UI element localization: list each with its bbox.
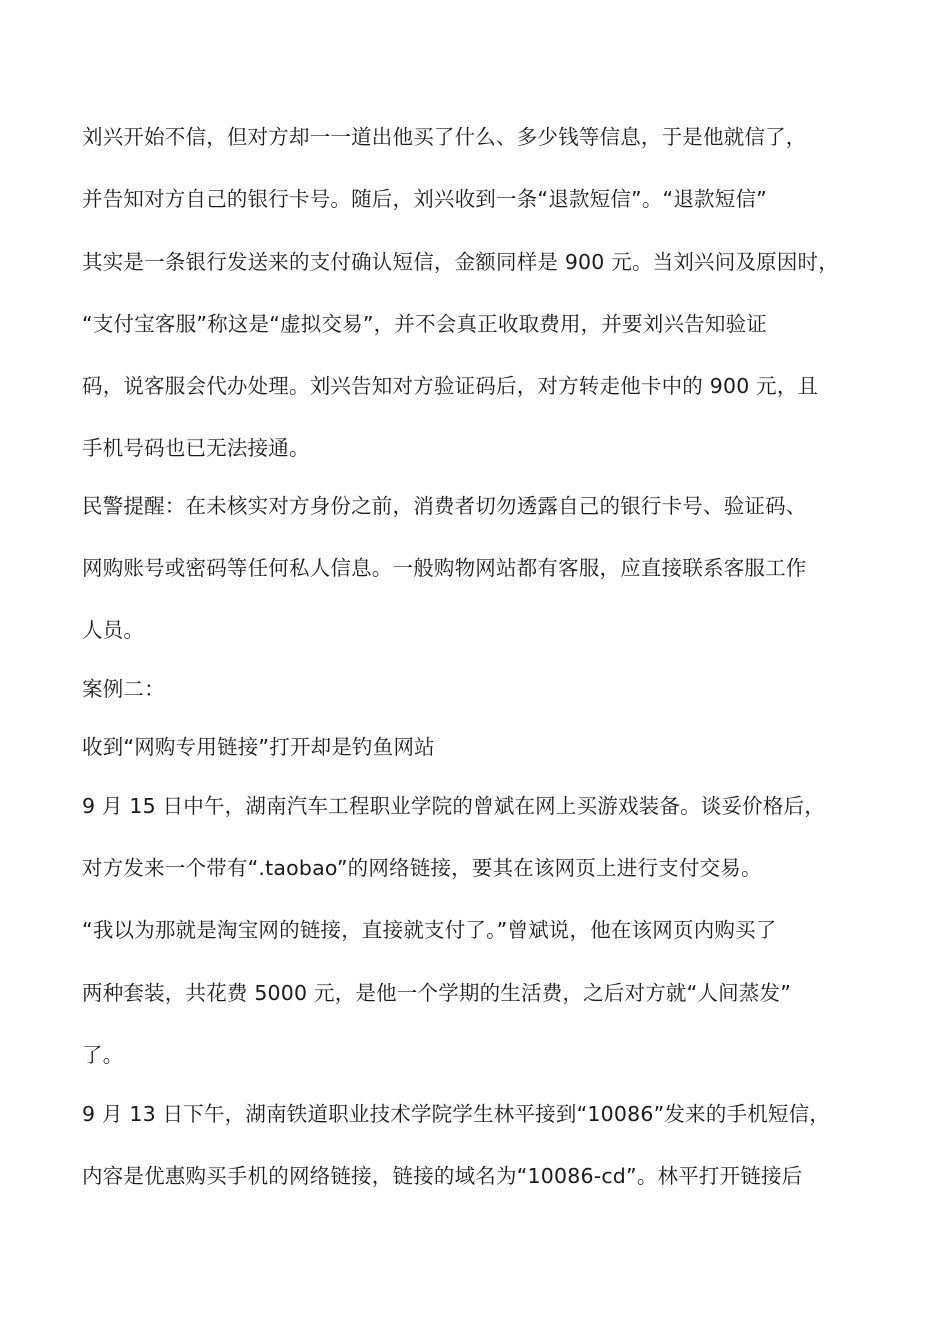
text-line: “我以为那就是淘宝网的链接，直接就支付了。”曾斌说，他在该网页内购买了 xyxy=(82,918,777,942)
text-line: 9 月 15 日中午，湖南汽车工程职业学院的曾斌在网上买游戏装备。谈妥价格后， xyxy=(82,794,825,818)
text-line: 其实是一条银行发送来的支付确认短信，金额同样是 900 元。当刘兴问及原因时， xyxy=(82,250,839,274)
text-line: 9 月 13 日下午，湖南铁道职业技术学院学生林平接到“10086”发来的手机短信， xyxy=(82,1102,831,1126)
section-heading: 案例二： xyxy=(82,677,165,701)
text-line: “支付宝客服”称这是“虚拟交易”，并不会真正收取费用，并要刘兴告知验证 xyxy=(82,312,767,336)
text-line: 了。 xyxy=(82,1043,124,1067)
text-line: 手机号码也已无法接通。 xyxy=(82,436,310,460)
text-line: 人员。 xyxy=(82,618,145,642)
text-line: 民警提醒：在未核实对方身份之前，消费者切勿透露自己的银行卡号、验证码、 xyxy=(82,494,807,518)
text-line: 刘兴开始不信，但对方却一一道出他买了什么、多少钱等信息，于是他就信了， xyxy=(82,125,807,149)
text-line: 对方发来一个带有“.taobao”的网络链接，要其在该网页上进行支付交易。 xyxy=(82,856,762,880)
text-line: 两种套装，共花费 5000 元，是他一个学期的生活费，之后对方就“人间蒸发” xyxy=(82,981,792,1005)
text-line: 内容是优惠购买手机的网络链接，链接的域名为“10086-cd”。林平打开链接后 xyxy=(82,1164,803,1188)
text-line: 码，说客服会代办处理。刘兴告知对方验证码后，对方转走他卡中的 900 元，且 xyxy=(82,374,819,398)
case-title: 收到“网购专用链接”打开却是钓鱼网站 xyxy=(82,735,435,759)
text-line: 网购账号或密码等任何私人信息。一般购物网站都有客服，应直接联系客服工作 xyxy=(82,556,807,580)
text-line: 并告知对方自己的银行卡号。随后，刘兴收到一条“退款短信”。“退款短信” xyxy=(82,187,767,211)
